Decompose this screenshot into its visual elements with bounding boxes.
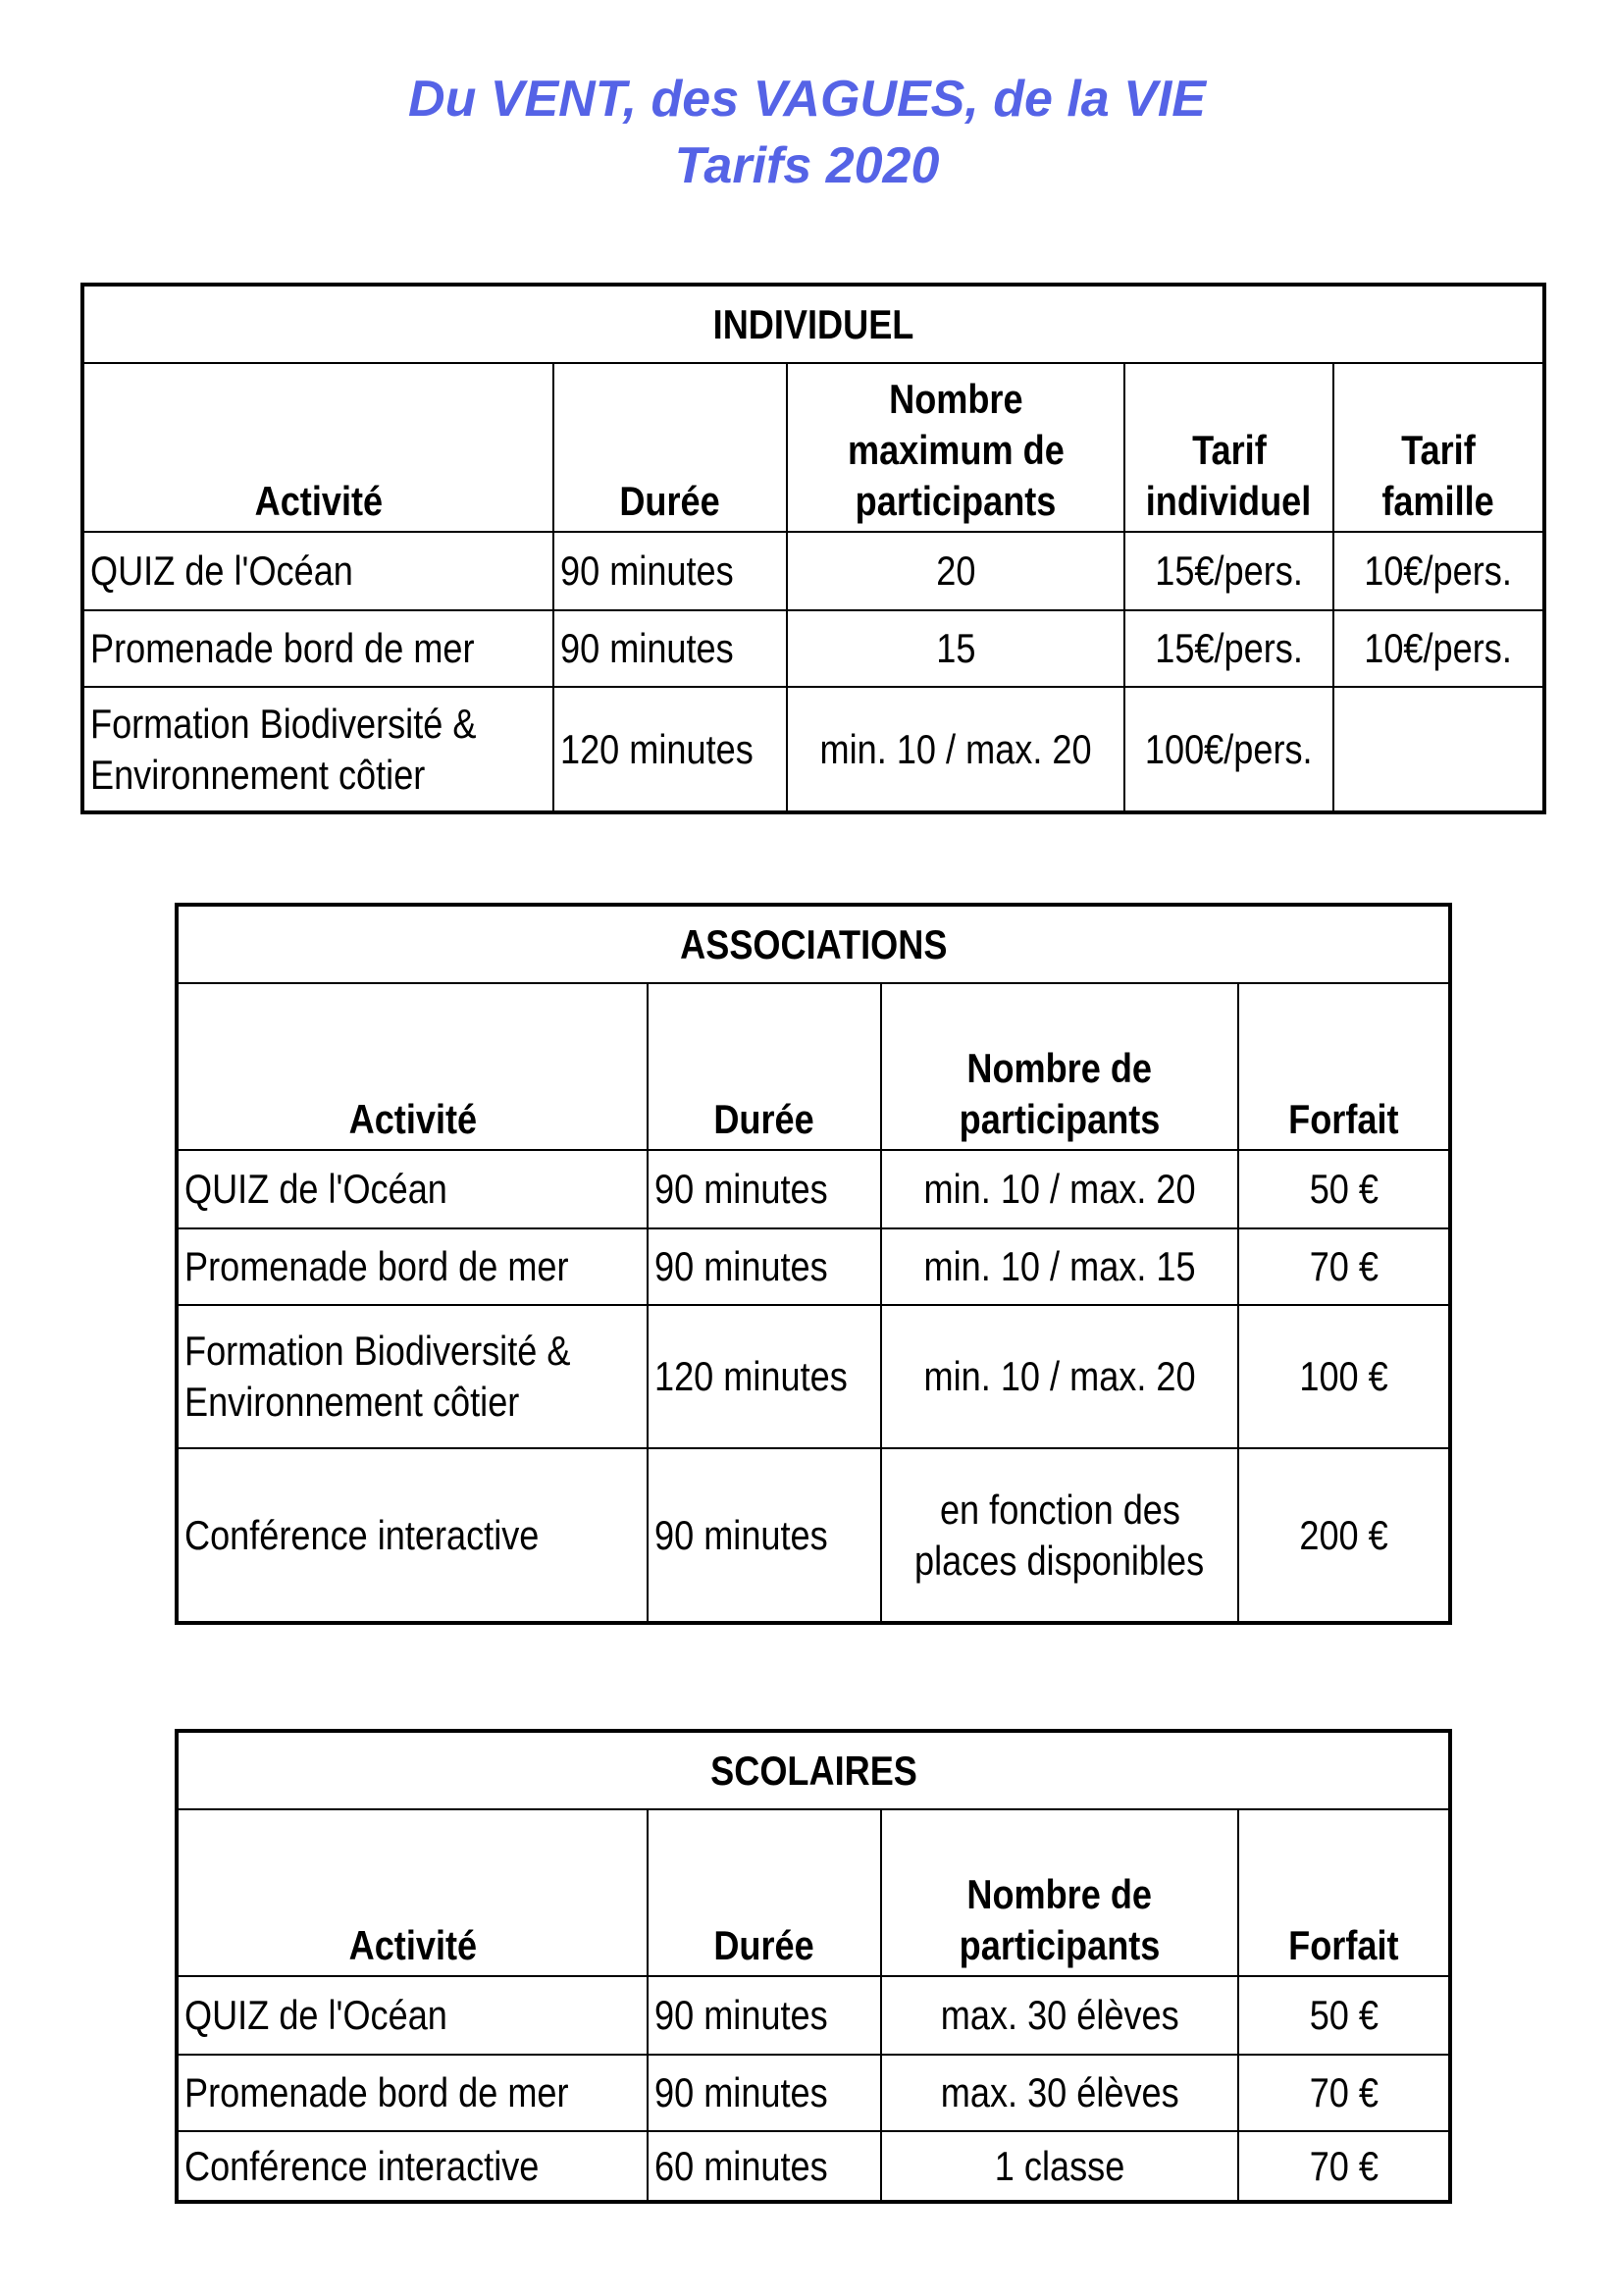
cell-tarif-famille: 10€/pers. [1333,610,1544,687]
cell-forfait: 70 € [1238,1228,1450,1305]
cell-duree: 90 minutes [648,1150,881,1228]
table-row [82,610,1544,687]
cell-activite: Formation Biodiversité & Environnement côtier [82,687,553,812]
cell-duree: 90 minutes [553,532,787,610]
header-duree: Durée [648,1809,881,1976]
header-activite: Activité [82,363,553,532]
cell-activite: Promenade bord de mer [177,1228,648,1305]
cell-tarif-famille [1333,687,1544,812]
cell-activite: Promenade bord de mer [177,2055,648,2131]
header-nombre: Nombre de participants [881,1809,1238,1976]
column-header-row [177,983,1450,1150]
cell-tarif-individuel: 100€/pers. [1124,687,1333,812]
cell-duree: 60 minutes [648,2131,881,2202]
section-title-scolaires: SCOLAIRES [177,1731,1450,1809]
cell-duree: 90 minutes [648,2055,881,2131]
table-row [177,1976,1450,2055]
header-tarif-individuel: Tarif individuel [1124,363,1333,532]
cell-duree: 90 minutes [648,1976,881,2055]
cell-nombre: 1 classe [881,2131,1238,2202]
header-activite: Activité [177,1809,648,1976]
table-associations [175,903,1452,1625]
cell-tarif-famille: 10€/pers. [1333,532,1544,610]
cell-nombre: max. 30 élèves [881,1976,1238,2055]
header-forfait: Forfait [1238,1809,1450,1976]
table-row [177,2055,1450,2131]
header-nombre: Nombre de participants [881,983,1238,1150]
section-header-row [177,1731,1450,1809]
column-header-row [177,1809,1450,1976]
header-duree: Durée [648,983,881,1150]
page-title: Du VENT, des VAGUES, de la VIE [408,71,1206,128]
table-row [177,1150,1450,1228]
cell-activite: Formation Biodiversité & Environnement côtier [177,1305,648,1448]
cell-nombre: max. 30 élèves [881,2055,1238,2131]
cell-duree: 90 minutes [648,1228,881,1305]
cell-activite: Conférence interactive [177,1448,648,1623]
cell-nombre: min. 10 / max. 20 [881,1150,1238,1228]
cell-forfait: 70 € [1238,2131,1450,2202]
cell-tarif-individuel: 15€/pers. [1124,610,1333,687]
cell-activite: QUIZ de l'Océan [177,1150,648,1228]
cell-activite: Promenade bord de mer [82,610,553,687]
table-scolaires [175,1729,1452,2204]
header-duree: Durée [553,363,787,532]
table-row [177,1305,1450,1448]
table-row [82,687,1544,812]
section-header-row [82,285,1544,363]
section-title-individuel: INDIVIDUEL [82,285,1544,363]
section-title-associations: ASSOCIATIONS [177,905,1450,983]
cell-forfait: 50 € [1238,1150,1450,1228]
table-individuel [80,283,1546,814]
cell-tarif-individuel: 15€/pers. [1124,532,1333,610]
cell-forfait: 70 € [1238,2055,1450,2131]
table-row [177,1448,1450,1623]
page-subtitle: Tarifs 2020 [674,137,940,194]
cell-forfait: 100 € [1238,1305,1450,1448]
table-row [177,1228,1450,1305]
table-row [177,2131,1450,2202]
cell-nombre: en fonction des places disponibles [881,1448,1238,1623]
cell-duree: 120 minutes [648,1305,881,1448]
column-header-row [82,363,1544,532]
header-tarif-famille: Tarif famille [1333,363,1544,532]
cell-nombre: min. 10 / max. 20 [881,1305,1238,1448]
cell-nombre: min. 10 / max. 20 [787,687,1124,812]
header-nombre: Nombre maximum de participants [787,363,1124,532]
header-activite: Activité [177,983,648,1150]
cell-duree: 90 minutes [648,1448,881,1623]
table-row [82,532,1544,610]
cell-activite: QUIZ de l'Océan [177,1976,648,2055]
cell-forfait: 50 € [1238,1976,1450,2055]
cell-duree: 90 minutes [553,610,787,687]
cell-activite: QUIZ de l'Océan [82,532,553,610]
cell-duree: 120 minutes [553,687,787,812]
cell-nombre: 20 [787,532,1124,610]
cell-activite: Conférence interactive [177,2131,648,2202]
header-forfait: Forfait [1238,983,1450,1150]
cell-nombre: 15 [787,610,1124,687]
section-header-row [177,905,1450,983]
cell-nombre: min. 10 / max. 15 [881,1228,1238,1305]
cell-forfait: 200 € [1238,1448,1450,1623]
